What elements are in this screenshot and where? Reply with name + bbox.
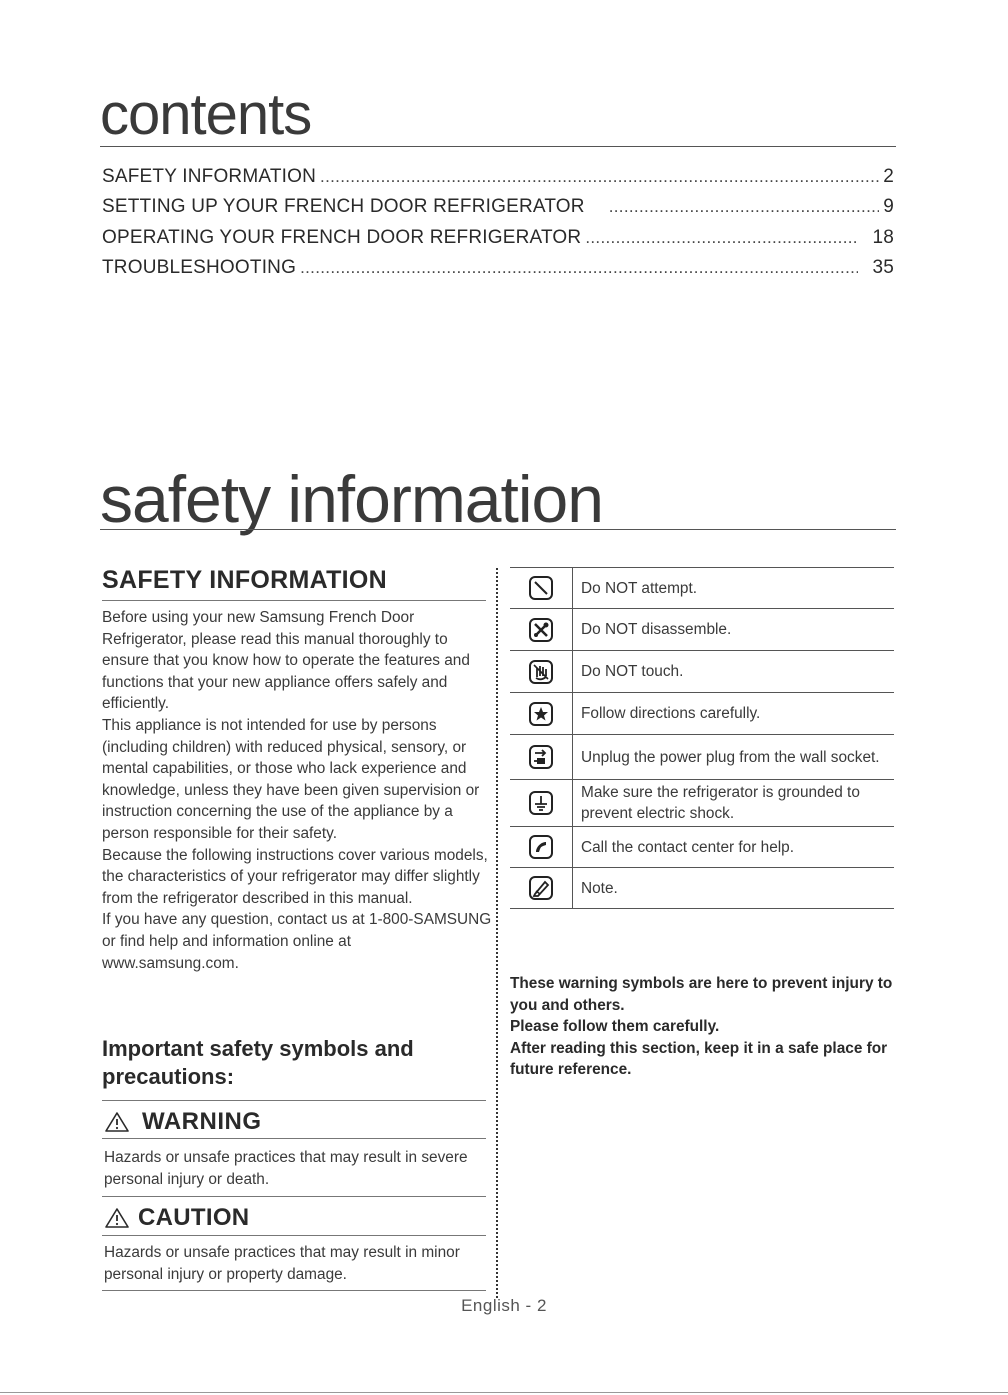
symbol-table xyxy=(510,567,894,909)
toc-item-safety-information[interactable] xyxy=(102,166,894,188)
notice-line: Please follow them carefully. xyxy=(510,1018,720,1036)
divider xyxy=(102,1290,486,1291)
safety-heading: SAFETY INFORMATION xyxy=(102,566,388,594)
page-edge xyxy=(0,1392,1008,1393)
notice-line: These warning symbols are here to prevent injury to you and others. xyxy=(510,975,893,1014)
warning-label: WARNING xyxy=(142,1108,262,1135)
symbol-text: Note. xyxy=(581,879,618,897)
caution-label: CAUTION xyxy=(138,1204,250,1231)
toc-item-setting-up[interactable] xyxy=(102,196,894,218)
phone-icon xyxy=(510,827,573,867)
prohibited-icon xyxy=(510,568,573,608)
safety-title: safety information xyxy=(100,462,603,536)
symbol-text: Call the contact center for help. xyxy=(581,838,795,856)
warning-title xyxy=(104,1108,262,1136)
toc-item-page: 2 xyxy=(883,166,894,187)
symbol-row xyxy=(510,693,894,735)
unplug-icon xyxy=(510,735,573,779)
toc-item-page: 9 xyxy=(883,196,894,217)
divider xyxy=(100,529,896,530)
toc-item-page: 35 xyxy=(872,257,894,278)
symbol-row xyxy=(510,780,894,827)
toc-item-label: SAFETY INFORMATION xyxy=(102,166,317,187)
toc-leader xyxy=(585,227,858,249)
warning-triangle-icon xyxy=(104,1111,130,1133)
symbol-row xyxy=(510,735,894,780)
column-separator xyxy=(496,568,498,1298)
toc-leader xyxy=(300,257,858,279)
symbol-row xyxy=(510,609,894,651)
ground-icon xyxy=(510,780,573,826)
divider xyxy=(102,1196,486,1197)
toc-item-label: SETTING UP YOUR FRENCH DOOR REFRIGERATOR xyxy=(102,196,585,217)
contents-title: contents xyxy=(100,82,312,147)
symbol-row xyxy=(510,827,894,868)
caution-text: Hazards or unsafe practices that may result in minor personal injury or property damage. xyxy=(104,1244,460,1283)
intro-paragraph: Before using your new Samsung French Door Refrigerator, please read this manual thoroughly to ensure that you know how to operate the features and functions that your new appliance offers safely and efficiently. xyxy=(102,609,470,713)
symbol-row xyxy=(510,568,894,609)
warning-text: Hazards or unsafe practices that may result in severe personal injury or death. xyxy=(104,1149,468,1188)
symbol-text: Follow directions carefully. xyxy=(581,705,761,722)
divider xyxy=(102,1100,486,1101)
divider xyxy=(102,600,486,601)
intro-paragraph: This appliance is not intended for use by persons (including children) with reduced physical, sensory, or mental capabilities, or those who lack experience and knowledge, unless they have been given supervision or instruction concerning the use of the appliance by a person responsible for their safety. xyxy=(102,716,480,842)
intro-paragraph: Because the following instructions cover various models, the characteristics of your refrigerator may differ slightly from the refrigerator described in this manual. xyxy=(102,846,488,907)
intro-paragraph: If you have any question, contact us at 1-800-SAMSUNG or find help and information online at www.samsung.com. xyxy=(102,911,492,972)
toc-item-operating[interactable] xyxy=(102,227,894,249)
symbol-row xyxy=(510,651,894,693)
warning-notice xyxy=(510,973,900,1081)
divider xyxy=(102,1138,486,1139)
toc-item-label: TROUBLESHOOTING xyxy=(102,257,297,278)
safety-intro xyxy=(102,607,492,974)
symbol-text: Do NOT touch. xyxy=(581,663,684,680)
toc-leader xyxy=(609,196,880,218)
symbol-text: Make sure the refrigerator is grounded to prevent electric shock. xyxy=(581,784,860,822)
caution-triangle-icon xyxy=(104,1207,130,1229)
symbol-text: Unplug the power plug from the wall socket. xyxy=(581,748,880,766)
toc-item-troubleshooting[interactable] xyxy=(102,257,894,279)
no-touch-icon xyxy=(510,651,573,692)
toc-item-page: 18 xyxy=(872,227,894,248)
toc-item-label: OPERATING YOUR FRENCH DOOR REFRIGERATOR xyxy=(102,227,582,248)
notice-line: After reading this section, keep it in a safe place for future reference. xyxy=(510,1039,888,1079)
divider xyxy=(100,146,896,147)
caution-title xyxy=(104,1204,249,1232)
divider xyxy=(102,1235,486,1236)
follow-directions-icon xyxy=(510,693,573,734)
toc-leader xyxy=(320,166,879,188)
page-number: English - 2 xyxy=(461,1296,547,1315)
symbol-row xyxy=(510,868,894,909)
symbols-heading: Important safety symbols and precautions: xyxy=(102,1036,414,1089)
symbol-text: Do NOT attempt. xyxy=(581,579,698,597)
note-icon xyxy=(510,868,573,908)
symbol-text: Do NOT disassemble. xyxy=(581,621,732,638)
no-disassemble-icon xyxy=(510,609,573,650)
